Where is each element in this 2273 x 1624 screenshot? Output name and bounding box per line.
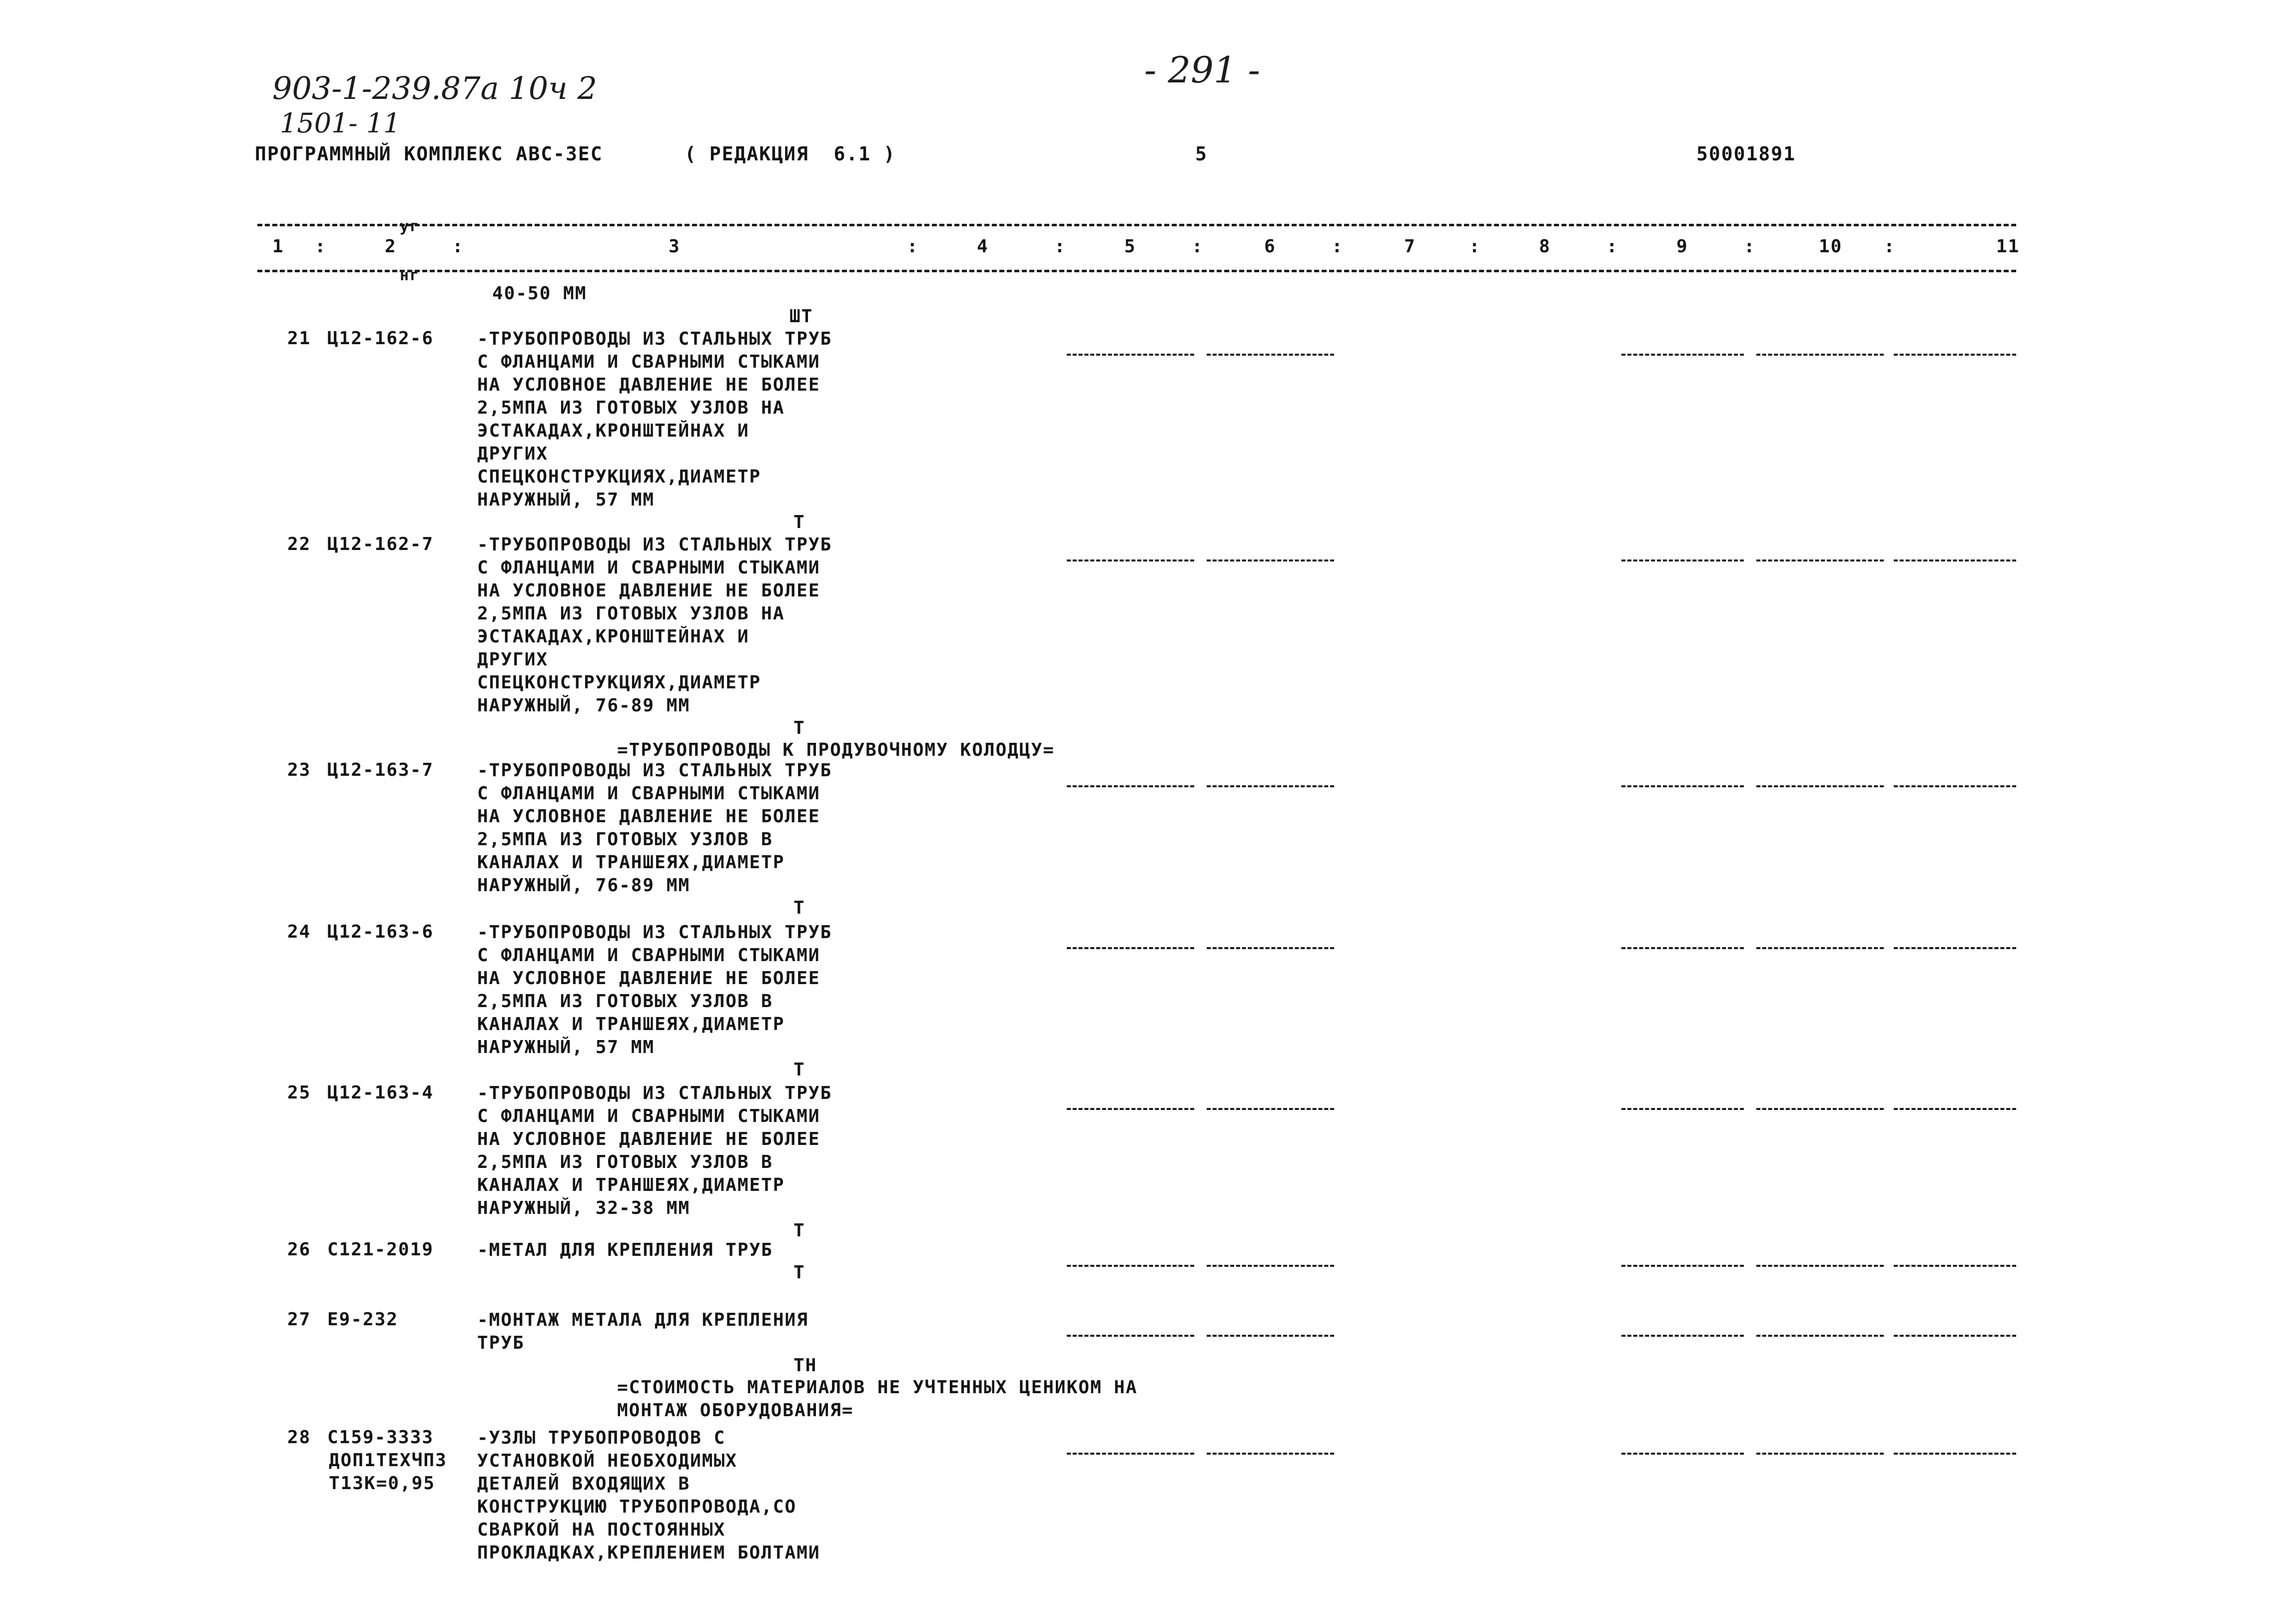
row-description-line: НА УСЛОВНОЕ ДАВЛЕНИЕ НЕ БОЛЕЕ [477, 968, 820, 989]
row-description-line: -ТРУБОПРОВОДЫ ИЗ СТАЛЬНЫХ ТРУБ [477, 760, 832, 781]
value-rule [1207, 947, 1334, 949]
value-rule [1207, 785, 1334, 787]
section-title-materials: =СТОИМОСТЬ МАТЕРИАЛОВ НЕ УЧТЕННЫХ ЦЕНИКОМ НА [617, 1377, 1138, 1398]
value-rule [1894, 354, 2016, 356]
handwritten-sheet-ref: 1501- 11 [280, 107, 401, 139]
row-number: 24 [287, 922, 311, 942]
row-description-line: 2,5МПА ИЗ ГОТОВЫХ УЗЛОВ В [477, 1152, 773, 1172]
row-description-line: НА УСЛОВНОЕ ДАВЛЕНИЕ НЕ БОЛЕЕ [477, 580, 820, 601]
header-page: 5 [1195, 143, 1208, 165]
row-description-line: СПЕЦКОНСТРУКЦИЯХ,ДИАМЕТР [477, 672, 761, 693]
value-rule [1894, 1265, 2016, 1267]
column-separator: : [315, 236, 327, 257]
header-code: 50001891 [1696, 143, 1796, 165]
row-unit: ТН [793, 1355, 817, 1376]
value-rule [1207, 1108, 1334, 1110]
value-rule [1621, 1335, 1744, 1337]
row-description-line: ТРУБ [477, 1333, 525, 1353]
row-description-line: НАРУЖНЫЙ, 76-89 ММ [477, 875, 691, 896]
row-description-line: С ФЛАНЦАМИ И СВАРНЫМИ СТЫКАМИ [477, 557, 820, 578]
column-separator: : [1469, 236, 1481, 257]
value-rule [1067, 1453, 1194, 1455]
value-rule [1621, 785, 1744, 787]
column-header-2: 2 [385, 236, 397, 257]
row-unit: Т [793, 512, 805, 533]
value-rule [1894, 1335, 2016, 1337]
column-separator: : [452, 236, 464, 257]
row-unit: Т [793, 1262, 805, 1283]
hdr-mark-bottom: нг [400, 267, 420, 284]
row-description-line: -УЗЛЫ ТРУБОПРОВОДОВ С [477, 1428, 726, 1448]
value-rule [1067, 1335, 1194, 1337]
row-number: 23 [287, 760, 311, 780]
row-code: Ц12-163-4 [327, 1083, 434, 1103]
column-separator: : [1054, 236, 1066, 257]
row-code: Т13К=0,95 [329, 1473, 436, 1494]
column-header-9: 9 [1676, 236, 1688, 257]
row-description-line: СВАРКОЙ НА ПОСТОЯННЫХ [477, 1520, 726, 1540]
value-rule [1894, 1453, 2016, 1455]
value-rule [1207, 559, 1334, 561]
row-code: Ц12-162-7 [327, 534, 434, 554]
row-description-line: С ФЛАНЦАМИ И СВАРНЫМИ СТЫКАМИ [477, 352, 820, 372]
row-description-line: -МОНТАЖ МЕТАЛА ДЛЯ КРЕПЛЕНИЯ [477, 1310, 808, 1330]
value-rule [1621, 1453, 1744, 1455]
row-description-line: КАНАЛАХ И ТРАНШЕЯХ,ДИАМЕТР [477, 852, 785, 873]
row-code: ДОП1ТЕХЧП3 [329, 1450, 447, 1471]
row-description-line: КАНАЛАХ И ТРАНШЕЯХ,ДИАМЕТР [477, 1175, 785, 1195]
value-rule [1756, 1265, 1884, 1267]
row-description-line: 2,5МПА ИЗ ГОТОВЫХ УЗЛОВ НА [477, 603, 785, 624]
row-code: Ц12-162-6 [327, 328, 434, 349]
hdr-mark-top: уг [400, 218, 420, 235]
row-description-line: -ТРУБОПРОВОДЫ ИЗ СТАЛЬНЫХ ТРУБ [477, 922, 832, 943]
column-header-3: 3 [669, 236, 681, 257]
row-description-line: НА УСЛОВНОЕ ДАВЛЕНИЕ НЕ БОЛЕЕ [477, 1129, 820, 1149]
column-header-7: 7 [1404, 236, 1416, 257]
value-rule [1756, 1335, 1884, 1337]
row-unit: Т [793, 1060, 805, 1080]
column-header-1: 1 [272, 236, 284, 257]
row-description-line: -МЕТАЛ ДЛЯ КРЕПЛЕНИЯ ТРУБ [477, 1240, 773, 1260]
column-header-4: 4 [977, 236, 989, 257]
row-description-line: НАРУЖНЫЙ, 32-38 ММ [477, 1198, 691, 1218]
value-rule [1067, 785, 1194, 787]
column-header-10: 10 [1819, 236, 1843, 257]
row-unit: Т [793, 718, 805, 738]
row-description-line: НА УСЛОВНОЕ ДАВЛЕНИЕ НЕ БОЛЕЕ [477, 375, 820, 395]
value-rule [1756, 1108, 1884, 1110]
row-description-line: ДЕТАЛЕЙ ВХОДЯЩИХ В [477, 1474, 691, 1494]
value-rule [1207, 1453, 1334, 1455]
column-header-6: 6 [1264, 236, 1276, 257]
value-rule [1067, 559, 1194, 561]
row-description-line: ДРУГИХ [477, 444, 549, 464]
value-rule [1894, 785, 2016, 787]
value-rule [1067, 947, 1194, 949]
row-number: 28 [287, 1427, 311, 1448]
header-rule-top [257, 224, 2016, 226]
value-rule [1621, 559, 1744, 561]
row-description-line: 2,5МПА ИЗ ГОТОВЫХ УЗЛОВ НА [477, 398, 785, 418]
value-rule [1067, 1108, 1194, 1110]
row-description-line: 2,5МПА ИЗ ГОТОВЫХ УЗЛОВ В [477, 829, 773, 850]
column-header-8: 8 [1539, 236, 1551, 257]
carry-over-unit: ШТ [789, 306, 813, 327]
row-description-line: С ФЛАНЦАМИ И СВАРНЫМИ СТЫКАМИ [477, 1106, 820, 1126]
row-description-line: НАРУЖНЫЙ, 57 ММ [477, 490, 655, 510]
column-separator: : [1332, 236, 1344, 257]
column-separator: : [1606, 236, 1618, 257]
row-description-line: СПЕЦКОНСТРУКЦИЯХ,ДИАМЕТР [477, 467, 761, 487]
row-code: С121-2019 [327, 1239, 434, 1260]
row-number: 27 [287, 1309, 311, 1330]
row-code: Е9-232 [327, 1309, 399, 1330]
row-number: 21 [287, 328, 311, 349]
row-unit: Т [793, 898, 805, 918]
row-description-line: ЭСТАКАДАХ,КРОНШТЕЙНАХ И [477, 626, 750, 647]
program-title: ПРОГРАММНЫЙ КОМПЛЕКС АВС-ЗЕС [255, 143, 603, 165]
value-rule [1207, 1335, 1334, 1337]
row-description-line: 2,5МПА ИЗ ГОТОВЫХ УЗЛОВ В [477, 991, 773, 1012]
column-header-5: 5 [1124, 236, 1136, 257]
row-description-line: -ТРУБОПРОВОДЫ ИЗ СТАЛЬНЫХ ТРУБ [477, 535, 832, 555]
column-separator: : [907, 236, 919, 257]
value-rule [1756, 1453, 1884, 1455]
row-description-line: НАРУЖНЫЙ, 76-89 ММ [477, 695, 691, 716]
row-description-line: КОНСТРУКЦИЮ ТРУБОПРОВОДА,СО [477, 1497, 797, 1517]
column-separator: : [1744, 236, 1756, 257]
value-rule [1207, 354, 1334, 356]
edition-label: ( РЕДАКЦИЯ 6.1 ) [685, 143, 896, 165]
handwritten-doc-code: 903-1-239.87а 10ч 2 [272, 70, 597, 106]
row-description-line: КАНАЛАХ И ТРАНШЕЯХ,ДИАМЕТР [477, 1014, 785, 1035]
section-title-materials-2: МОНТАЖ ОБОРУДОВАНИЯ= [617, 1400, 854, 1421]
column-separator: : [1192, 236, 1204, 257]
value-rule [1207, 1265, 1334, 1267]
value-rule [1756, 785, 1884, 787]
value-rule [1621, 1265, 1744, 1267]
row-code: Ц12-163-7 [327, 760, 434, 780]
value-rule [1894, 1108, 2016, 1110]
row-description-line: -ТРУБОПРОВОДЫ ИЗ СТАЛЬНЫХ ТРУБ [477, 329, 832, 349]
value-rule [1756, 559, 1884, 561]
row-description-line: ПРОКЛАДКАХ,КРЕПЛЕНИЕМ БОЛТАМИ [477, 1543, 820, 1563]
column-separator: : [1884, 236, 1896, 257]
row-code: С159-3333 [327, 1427, 434, 1448]
row-number: 22 [287, 534, 311, 554]
header-rule-bottom [257, 270, 2016, 272]
row-description-line: С ФЛАНЦАМИ И СВАРНЫМИ СТЫКАМИ [477, 945, 820, 966]
value-rule [1756, 354, 1884, 356]
row-code: Ц12-163-6 [327, 922, 434, 942]
row-description-line: ДРУГИХ [477, 649, 549, 670]
row-description-line: ЭСТАКАДАХ,КРОНШТЕЙНАХ И [477, 421, 750, 441]
value-rule [1894, 947, 2016, 949]
value-rule [1067, 354, 1194, 356]
row-number: 26 [287, 1239, 311, 1260]
handwritten-page-number: - 291 - [1144, 49, 1260, 91]
row-description-line: НАРУЖНЫЙ, 57 ММ [477, 1037, 655, 1058]
column-header-11: 11 [1996, 236, 2020, 257]
row-description-line: НА УСЛОВНОЕ ДАВЛЕНИЕ НЕ БОЛЕЕ [477, 806, 820, 827]
row-description-line: С ФЛАНЦАМИ И СВАРНЫМИ СТЫКАМИ [477, 783, 820, 804]
value-rule [1621, 354, 1744, 356]
value-rule [1621, 947, 1744, 949]
row-description-line: УСТАНОВКОЙ НЕОБХОДИМЫХ [477, 1451, 738, 1471]
row-unit: Т [793, 1220, 805, 1241]
carry-over-text: 40-50 ММ [492, 283, 587, 304]
value-rule [1621, 1108, 1744, 1110]
value-rule [1756, 947, 1884, 949]
row-number: 25 [287, 1083, 311, 1103]
section-title-blowdown: =ТРУБОПРОВОДЫ К ПРОДУВОЧНОМУ КОЛОДЦУ= [617, 740, 1055, 760]
row-description-line: -ТРУБОПРОВОДЫ ИЗ СТАЛЬНЫХ ТРУБ [477, 1083, 832, 1103]
value-rule [1067, 1265, 1194, 1267]
value-rule [1894, 559, 2016, 561]
